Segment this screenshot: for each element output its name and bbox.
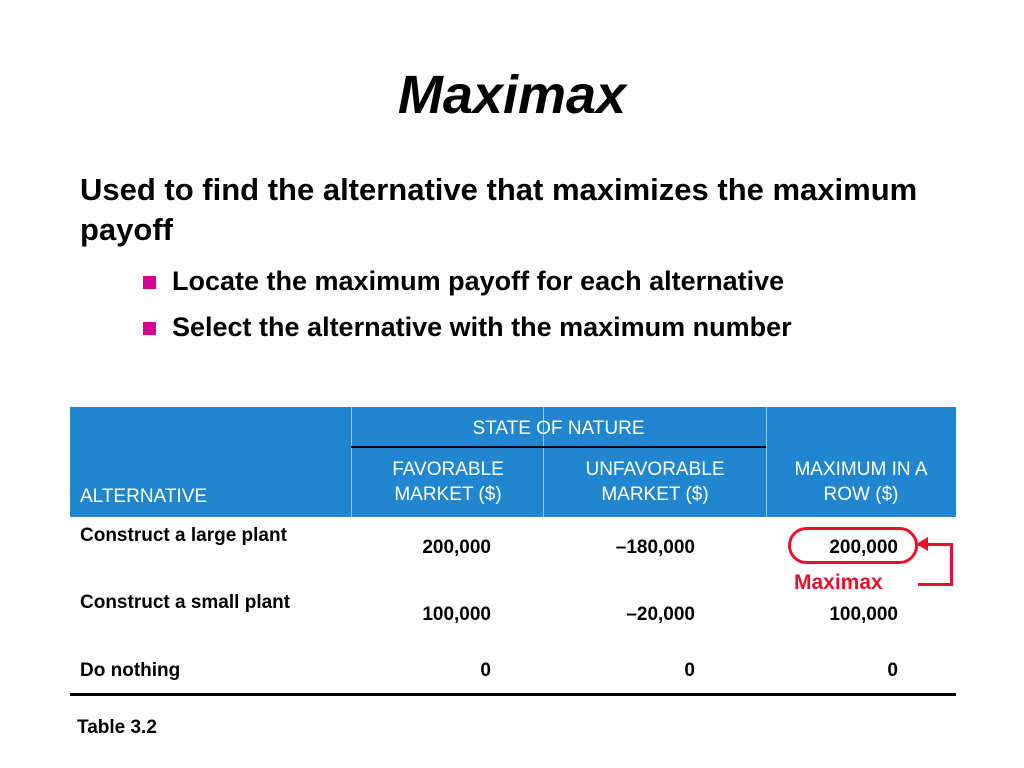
bullet-list bbox=[143, 264, 963, 356]
square-bullet-icon bbox=[143, 276, 156, 289]
slide-description: Used to find the alternative that maximizes the maximum payoff bbox=[80, 172, 918, 247]
row-favorable: 200,000 bbox=[422, 537, 491, 558]
row-alternative: Construct a large plant bbox=[80, 525, 287, 546]
maximax-pointer-bracket bbox=[918, 543, 953, 586]
maximax-label: Maximax bbox=[794, 571, 883, 594]
row-alternative: Do nothing bbox=[80, 660, 181, 681]
table-caption: Table 3.2 bbox=[77, 717, 157, 738]
bullet-item bbox=[143, 264, 963, 298]
row-unfavorable: –20,000 bbox=[626, 604, 695, 625]
row-maximum: 0 bbox=[887, 660, 898, 681]
bullet-text: Locate the maximum payoff for each alternative bbox=[172, 266, 785, 296]
slide-title: Maximax bbox=[397, 65, 627, 125]
row-favorable: 0 bbox=[480, 660, 491, 681]
state-of-nature-rule bbox=[351, 446, 766, 448]
bullet-item bbox=[143, 310, 963, 344]
row-alternative: Construct a small plant bbox=[80, 592, 291, 613]
column-header-unfavorable: UNFAVORABLE MARKET ($) bbox=[585, 459, 725, 505]
state-of-nature-header: STATE OF NATURE bbox=[472, 418, 645, 439]
maximax-table bbox=[70, 407, 956, 697]
table-bottom-rule bbox=[70, 693, 956, 696]
row-unfavorable: –180,000 bbox=[615, 537, 695, 558]
column-header-alternative: ALTERNATIVE bbox=[80, 486, 208, 507]
maximax-highlight-circle bbox=[788, 527, 918, 564]
row-favorable: 100,000 bbox=[422, 604, 491, 625]
column-header-favorable: FAVORABLE MARKET ($) bbox=[392, 459, 504, 505]
row-unfavorable: 0 bbox=[684, 660, 695, 681]
column-header-maximum: MAXIMUM IN A ROW ($) bbox=[794, 459, 928, 505]
header-divider bbox=[766, 407, 767, 517]
row-maximum: 100,000 bbox=[829, 604, 898, 625]
row-maximum: 200,000 bbox=[829, 537, 898, 558]
square-bullet-icon bbox=[143, 322, 156, 335]
bullet-text: Select the alternative with the maximum number bbox=[172, 312, 792, 342]
